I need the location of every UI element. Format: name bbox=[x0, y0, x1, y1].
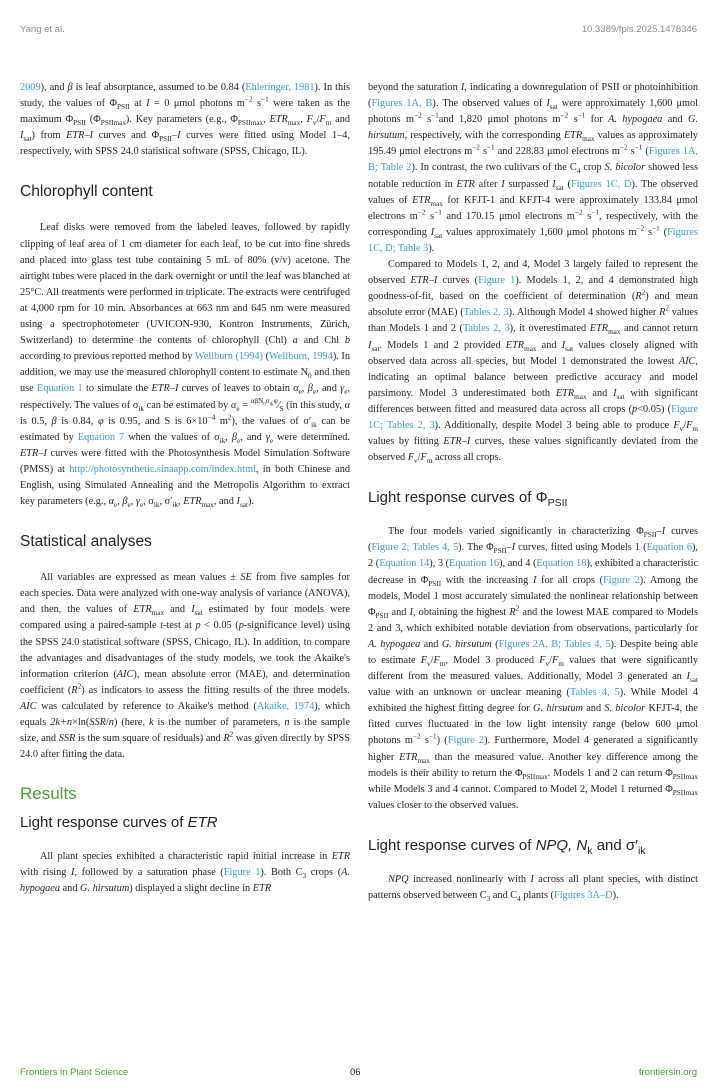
table-link[interactable]: Tables 2, 3 bbox=[462, 323, 510, 335]
figure-link[interactable]: Figures 1C, D bbox=[570, 178, 632, 190]
software-url-link[interactable]: http://photosynthetic.sinaapp.com/index.html bbox=[69, 463, 256, 475]
table-link[interactable]: Tables 2, 3 bbox=[386, 419, 435, 431]
figure-link[interactable]: Figure 1 bbox=[478, 275, 516, 287]
figure-link[interactable]: Figures 2A, B; bbox=[498, 638, 562, 650]
paragraph: NPQ increased nonlinearly with I across all plant species, with distinct patterns observed between $C_3$ and $C_4$ plants (Figures 3A–D). bbox=[368, 873, 698, 904]
subsection-heading-npq: Light response curves of NPQ, $N_k$ and $\sigma'_{ik}$ bbox=[368, 836, 646, 857]
subsection-heading-phi-psii: Light response curves of $\Phi_{PSII}$ bbox=[368, 489, 568, 510]
table-link[interactable]: Table 3 bbox=[397, 242, 429, 254]
equation-link[interactable]: Equation 14 bbox=[379, 558, 430, 570]
equation-link[interactable]: Equation 6 bbox=[646, 542, 692, 554]
figure-link[interactable]: Figures 1A, B; bbox=[368, 146, 698, 174]
paragraph: 2009), and β is leaf absorptance, assumed to be 0.84 (Ehleringer, 1981). In this study, the values of $\Phi_{PSII}$ at I = 0 μmol photons $m^{-2}$ $s^{-1}$ were taken as the maximum $\Phi_{PSII}$ $(\Phi_{PSIImax})$. Key parameters (e.g., $\Phi_{PSIImax}$, $ETR_{max}$, $F_v/F_m$ and $I_{sat}$) from ETR–I curves and $\Phi_{PSII}-I$ curves were fitted using Model 1–4, respectively, with SPSS 24.0 statistical software (SPSS, Chicago, IL). bbox=[20, 82, 350, 158]
paragraph: The four models varied significantly in characterizing $\Phi_{PSII}-I$ curves (Figure 2; Tables 4, 5). The $\Phi_{PSII}-I$ curves, fitted using Models 1 (Equation 6), 2 (Equation 14), 3 (Equation 16), and 4 (Equation 18), exhibited a characteristic decrease in $\Phi_{PSII}$ with the increasing I for all crops (Figure 2). Among the models, Model 1 most accurately simulated the nonlinear relationship between $\Phi_{PSII}$ and I, obtaining the highest $R^2$ and the lowest MAE compared to Models 2 and 3, which exhibited notable deviation from observations, particularly for A. hypogaea and G. hirsutum (Figures 2A, B; Tables 4, 5). Despite being able to estimate $F_v/F_m$, Model 3 produced $F_v/F_m$ values that were significantly different from the measured values. Additionally, Model 3 generated an $I_{sat}$ value with an unknown or unclear meaning (Tables 4, 5). While Model 4 exhibited the highest fitting degree for G. hirsutum and S. bicolor KFJT-4, the fitted curves fluctuated in the low light intensity range (below 600 μmol photons $m^{-2}$ $s^{-1}$) (Figure 2). Furthermore, Model 4 generated a significantly higher $ETR_{max}$ than the measured value. Another key difference among the models is their ability to return the $\Phi_{PSIImax}$. Models 1 and 2 can return $\Phi_{PSIImax}$ while Models 3 and 4 cannot. Compared to Model 2, Model 1 returned $\Phi_{PSIImax}$ values closer to the observed values. bbox=[368, 526, 699, 811]
footer-site-link[interactable]: frontiersin.org bbox=[638, 1067, 697, 1078]
citation-link[interactable]: Wellburn (1994) bbox=[194, 351, 263, 363]
figure-link[interactable]: Figure 1C; bbox=[368, 403, 698, 431]
running-header-doi: 10.3389/fpls.2025.1478346 bbox=[581, 24, 697, 35]
section-heading-statistical: Statistical analyses bbox=[20, 533, 152, 551]
equation-link[interactable]: Equation 18 bbox=[536, 558, 587, 570]
table-link[interactable]: Table 2 bbox=[380, 162, 412, 174]
figure-link[interactable]: Figures 3A–D bbox=[553, 890, 613, 902]
table-link[interactable]: Tables 4, 5 bbox=[412, 542, 459, 554]
table-link[interactable]: Tables 4, 5 bbox=[569, 687, 620, 699]
figure-link[interactable]: Figures 1A, B bbox=[371, 98, 433, 110]
footer-page-number: 06 bbox=[350, 1067, 361, 1078]
equation-link[interactable]: Equation 1 bbox=[37, 383, 83, 395]
figure-link[interactable]: Figures 1C, D; bbox=[368, 226, 698, 254]
citation-link[interactable]: Wellburn, 1994 bbox=[269, 351, 333, 363]
section-heading-results: Results bbox=[20, 784, 77, 804]
footer-journal[interactable]: Frontiers in Plant Science bbox=[20, 1067, 129, 1078]
figure-link[interactable]: Figure 2 bbox=[447, 735, 485, 747]
figure-link[interactable]: Figure 2; bbox=[371, 542, 410, 554]
table-link[interactable]: Tables 2, 3 bbox=[463, 307, 509, 319]
table-link[interactable]: Tables 4, 5 bbox=[564, 638, 611, 650]
equation-link[interactable]: Equation 16 bbox=[449, 558, 500, 570]
subsection-heading-etr: Light response curves of ETR bbox=[20, 814, 218, 832]
figure-link[interactable]: Figure 1 bbox=[223, 867, 261, 879]
paragraph: Leaf disks were removed from the labeled leaves, followed by rapidly clipping of leaf area of 1 cm diameter for each leaf, to be cut into fine shreds and placed into glass test tube containing 5 mL of 80% (v/v) acetone. The airtight tubes were placed in the dark overnight or until the leaf was blanched at 25°C. All treatments were performed in triplicate. The extracts were centrifuged at 4,000 rpm for 10 min. Absorbances at 663 nm and 645 nm were measured using a spectrophotometer (UVICON-930, Kontron Instruments, Zürich, Switzerland) to determine the contents of chlorophyll (Chl) a and Chl b according to previous reported method by Wellburn (1994) (Wellburn, 1994). In addition, we may use the measured chlorophyll content to estimate $N_0$ and then use Equation 1 to simulate the ETR–I curves of leaves to obtain $\alpha_e$, $\beta_e$, and $\gamma_e$, respectively. The values of $\sigma_{ik}$ can be estimated by $\alpha_e$ = $^{\alpha\beta N_0\sigma_{ik}\varphi}⁄_S$ (in this study, α is 0.5, β is 0.84, φ is 0.95, and S is $6\times 10^{-4}$ $m^2$), the values of $\sigma'_{ik}$ can be estimated by Equation 7 when the values of $\sigma_{ik}$, $\beta_e$, and $\gamma_e$ were determined. ETR–I curves were fitted with the Photosynthesis Model Simulation Software (PMSS) at http://photosynthetic.sinaapp.com/index.html, in both Chinese and English, using Simulated Annealing and the Metropolis Algorithm to extract key parameters (e.g., $\alpha_e$, $\beta_e$, $\gamma_e$, $\sigma_{ik}$, $\sigma'_{ik}$, $ETR_{max}$, and $I_{sat}$). bbox=[20, 222, 351, 510]
figure-link[interactable]: Figure 2 bbox=[603, 574, 640, 586]
equation-link[interactable]: Equation 7 bbox=[77, 431, 125, 443]
paragraph: beyond the saturation I, indicating a downregulation of PSII or photoinhibition (Figures 1A, B). The observed values of $I_{sat}$ were approximately 1,600 μmol photons $m^{-2}$ $s^{-1}and$ 1,820 μmol photons $m^{-2}$ $s^{-1}$ for A. hypogaea and G. hirsutum, respectively, with the corresponding $ETR_{max}$ values as approximately 195.49 μmol electrons $m^{-2}$ $s^{-1}$ and 228.83 μmol electrons $m^{-2}$ $s^{-1}$ (Figures 1A, B; Table 2). In contrast, the two cultivars of the $C_4$ crop S. bicolor showed less notable reduction in ETR after I surpassed $I_{sat}$ (Figures 1C, D). The observed values of $ETR_{max}$ for KFJT-1 and KFJT-4 were approximately 133.84 μmol electrons $m^{-2}$ $s^{-1}$ and 170.15 μmol electrons $m^{-2}$ $s^{-1}$, respectively, with the corresponding $I_{sat}$ values approximately 1,600 μmol photons $m^{-2}$ $s^{-1}$ (Figures 1C, D; Table 3). bbox=[368, 82, 699, 254]
citation-link[interactable]: Ehleringer, 1981 bbox=[245, 82, 315, 93]
right-column bbox=[368, 80, 698, 904]
citation-link[interactable]: Akaike, 1974 bbox=[256, 700, 315, 712]
paragraph: Compared to Models 1, 2, and 4, Model 3 largely failed to represent the observed ETR–I curves (Figure 1). Models 1, 2, and 4 demonstrated high goodness-of-fit, based on the coefficient of determination $(R^2)$ and mean absolute error (MAE) (Tables 2, 3). Although Model 4 showed higher $R^2$ values than Models 1 and 2 (Tables 2, 3), it overestimated $ETR_{max}$ and cannot return $I_{sat}$. Models 1 and 2 provided $ETR_{max}$ and $I_{sat}$ values closely aligned with observed data across all species, but Model 1 demonstrated the lowest AIC, indicating an optimal balance between predictive accuracy and model parsimony. Model 3 underestimated both $ETR_{max}$ and $I_{sat}$ with significant differences between fitted and measured data across all crops (p<0.05) (Figure 1C; Tables 2, 3). Additionally, despite Model 3 being able to produce $F_v/F_m$ values by fitting ETR–I curves, these values significantly deviated from the observed $F_v/F_m$ across all crops. bbox=[368, 259, 699, 466]
section-heading-chlorophyll: Chlorophyll content bbox=[20, 183, 153, 201]
left-column bbox=[20, 80, 350, 898]
running-header-authors: Yang et al. bbox=[20, 24, 65, 35]
paragraph: All plant species exhibited a characteristic rapid initial increase in ETR with rising I, followed by a saturation phase (Figure 1). Both $C_3$ crops (A. hypogaea and G. hirsutum) displayed a slight decline in ETR bbox=[20, 851, 350, 895]
paragraph: All variables are expressed as mean values ± SE from five samples for each species. Data were analyzed with one-way analysis of variance (ANOVA), and then, the values of $ETR_{max}$ and $I_{sat}$ estimated by four models were compared using a paired-sample t-test at p < 0.05 (p-significance level) using the SPSS 24.0 statistical software (SPSS, Chicago, IL). In addition, to compare the advantages and disadvantages of the study models, we took the Akaike's information criterion (AIC), mean absolute error (MAE), and determination coefficient $(R^2)$ as indicators to assess the fitting results of the three models. AIC was calculated by reference to Akaike's method (Akaike, 1974), which equals 2k+n×ln(SSR/n) (here, k is the number of parameters, n is the sample size, and SSR is the sum square of residuals) and $R^2$ was given directly by SPSS 24.0 after fitting the data. bbox=[20, 572, 351, 761]
